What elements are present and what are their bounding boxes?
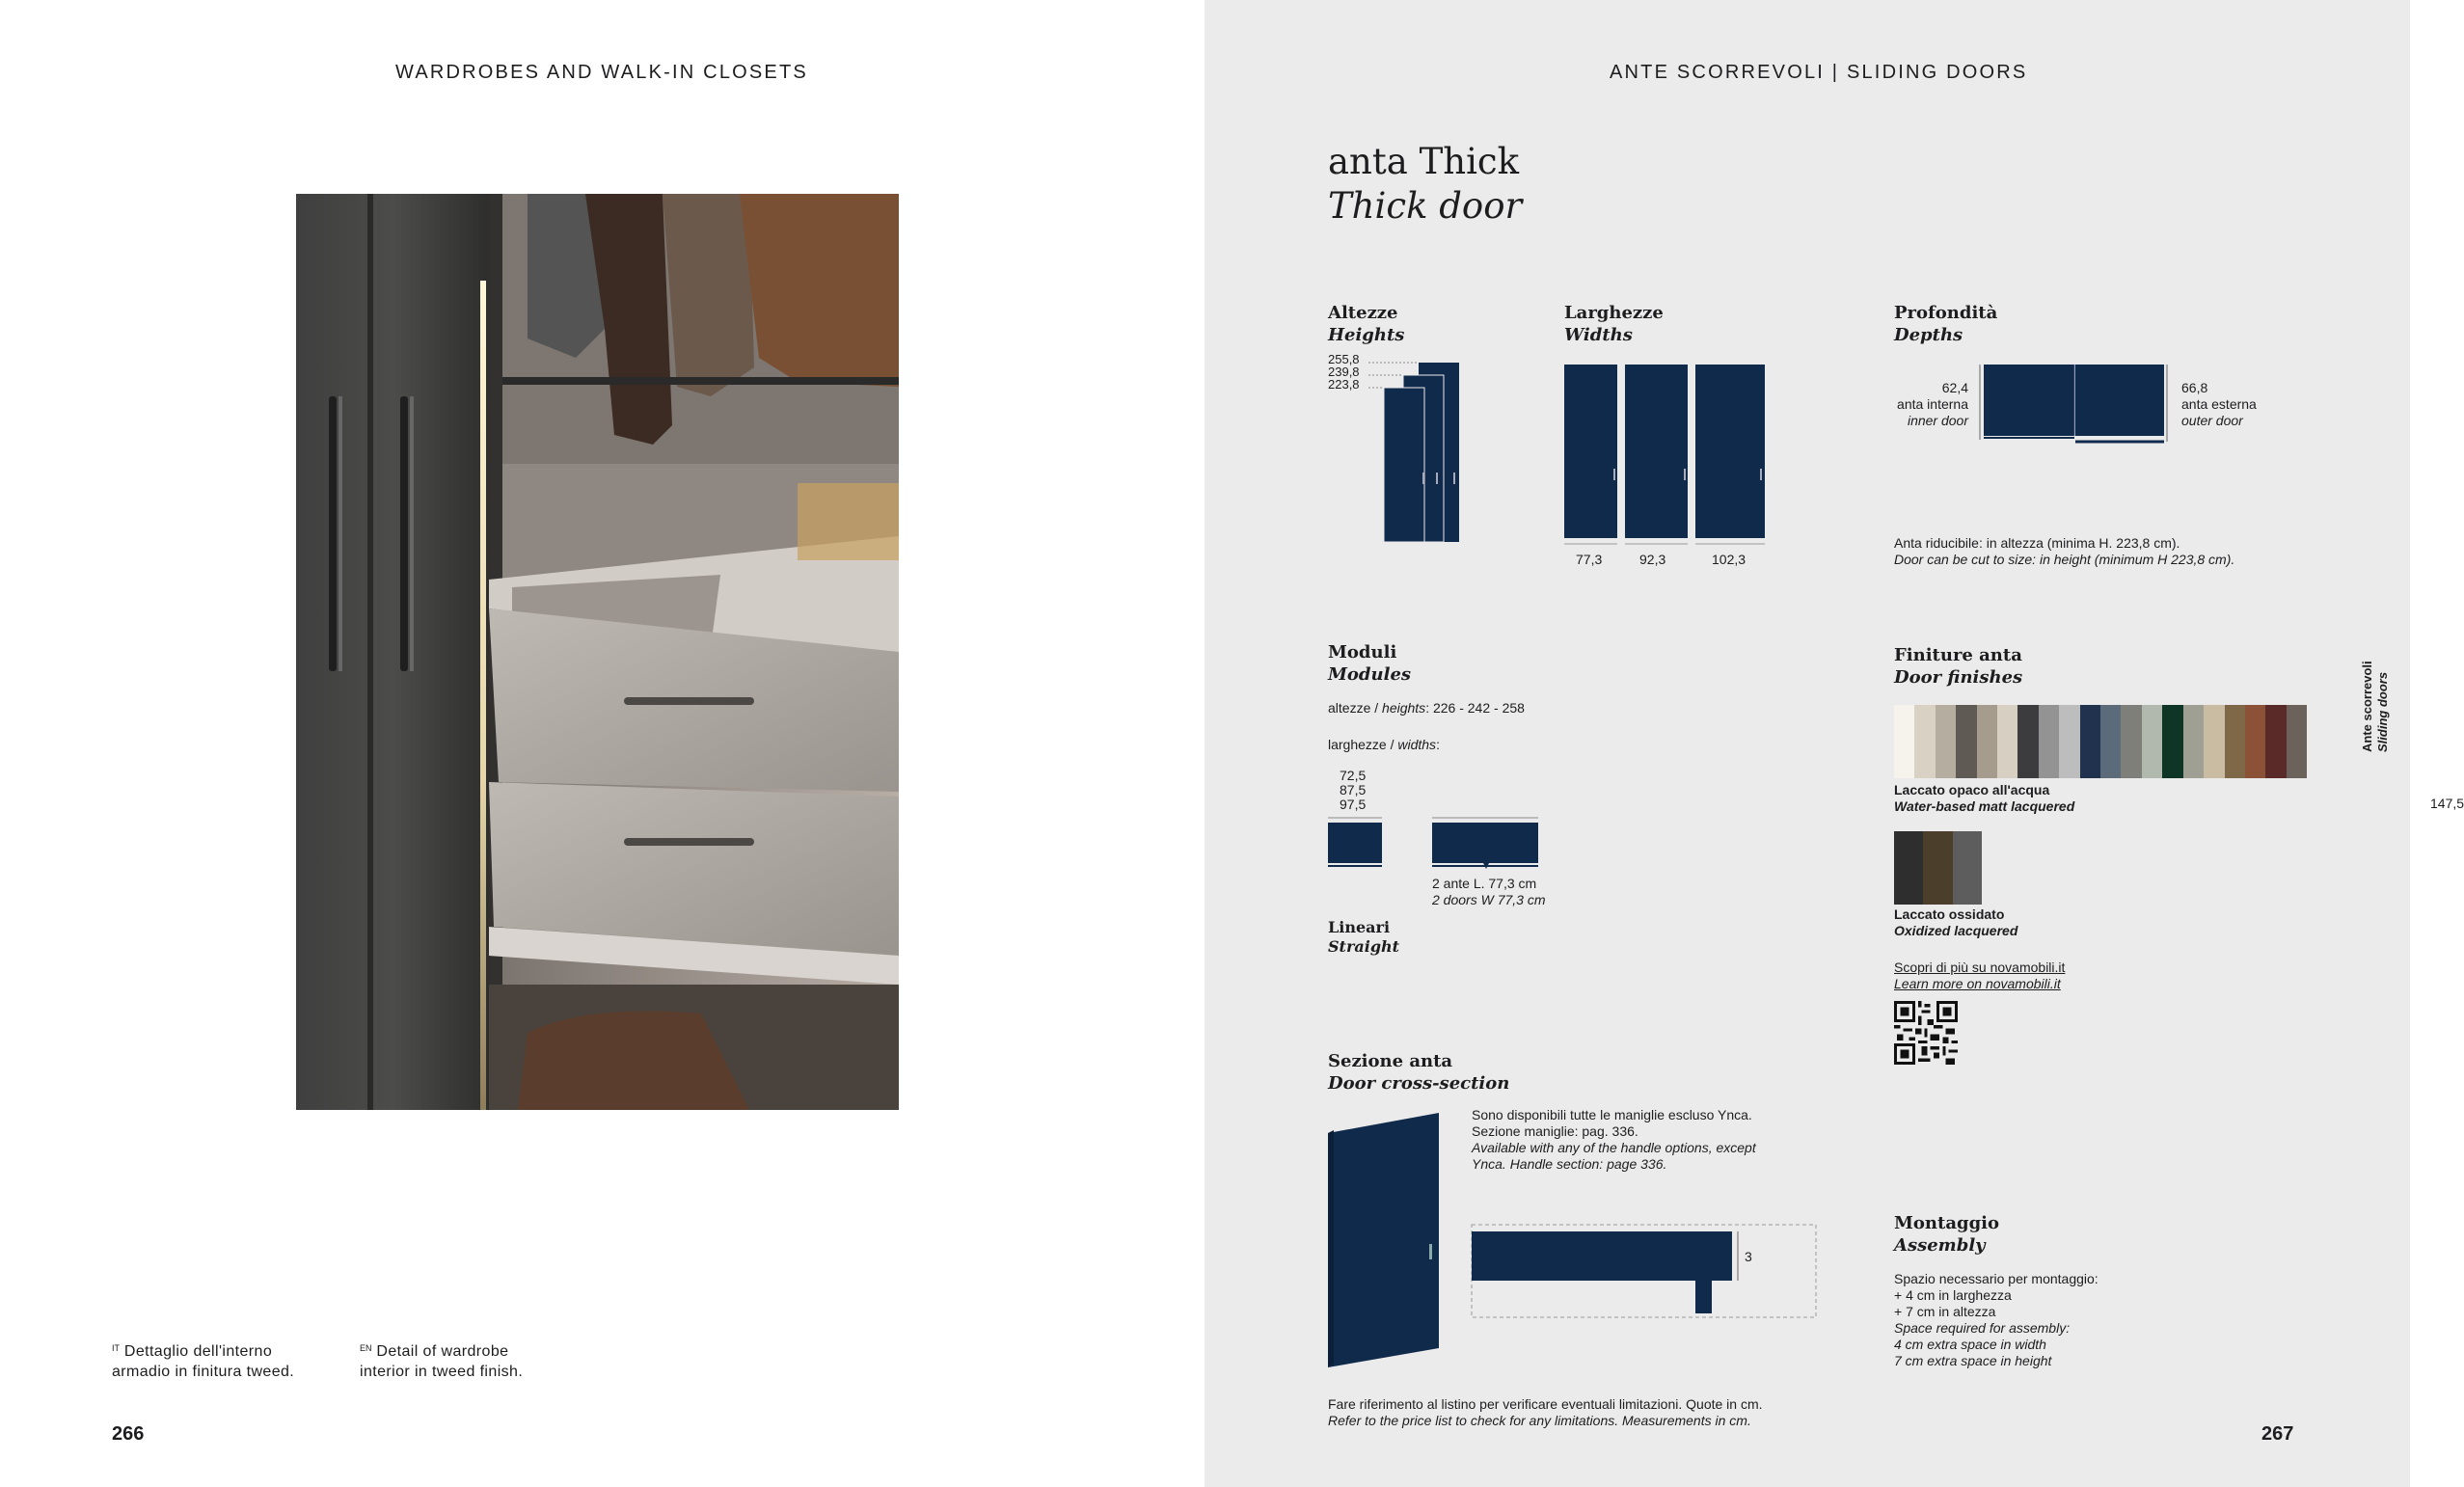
modules-widths-label-it: larghezze / xyxy=(1328,737,1398,752)
width-value-1: 77,3 xyxy=(1576,552,1603,567)
cross-section-diagram xyxy=(1471,1223,1820,1321)
modules-widths-label-en: widths xyxy=(1397,737,1437,752)
width-value-3: 102,3 xyxy=(1712,552,1746,567)
assembly-section xyxy=(1894,1212,1999,1257)
matt-finish-en: Water-based matt lacquered xyxy=(1894,798,2075,814)
footer-note-en: Refer to the price list to check for any limitations. Measurements in cm. xyxy=(1328,1413,1751,1428)
modules-straight-en: Straight xyxy=(1328,937,1400,956)
assembly-text xyxy=(1894,1271,2098,1369)
depths-label-en: Depths xyxy=(1894,325,1963,345)
module-large-width: 147,5 xyxy=(2430,796,2464,811)
side-tab-it: Ante scorrevoli xyxy=(2360,661,2374,752)
modules-small-widths xyxy=(1340,769,1366,812)
height-values xyxy=(1328,353,1360,391)
caption-en-line-2: interior in tweed finish. xyxy=(360,1364,524,1380)
matt-swatch-12 xyxy=(2121,705,2141,778)
cross-section-label-en: Door cross-section xyxy=(1328,1073,1510,1094)
finishes-label-en: Door finishes xyxy=(1894,667,2023,688)
heights-label-it: Altezze xyxy=(1328,303,1398,323)
widths-label-it: Larghezze xyxy=(1564,303,1664,323)
matt-swatch-7 xyxy=(2017,705,2038,778)
cross-section-text-en-2: Ynca. Handle section: page 336. xyxy=(1472,1156,1667,1172)
cross-section-section xyxy=(1328,1050,1509,1095)
height-value-3: 223,8 xyxy=(1328,377,1360,392)
modules-straight-it: Lineari xyxy=(1328,918,1391,936)
cross-section-thickness: 3 xyxy=(1745,1249,1752,1264)
assembly-it-3: + 7 cm in altezza xyxy=(1894,1304,1996,1319)
depths-note-en: Door can be cut to size: in height (minimum H 223,8 cm). xyxy=(1894,552,2235,567)
depths-diagram xyxy=(1978,363,2171,445)
finishes-section xyxy=(1894,644,2022,689)
modules-widths-suffix: : xyxy=(1436,737,1440,752)
module-width-1: 72,5 xyxy=(1340,768,1367,783)
footer-note-it: Fare riferimento al listino per verificare eventuali limitazioni. Quote in cm. xyxy=(1328,1396,1763,1412)
heights-label-en: Heights xyxy=(1328,325,1405,345)
assembly-label-it: Montaggio xyxy=(1894,1213,2000,1233)
depth-inner xyxy=(1891,380,1968,429)
wardrobe-interior-photo xyxy=(296,194,899,1110)
widths-section xyxy=(1564,302,1664,346)
oxidized-finish-it: Laccato ossidato xyxy=(1894,906,2005,922)
matt-swatch-20 xyxy=(2287,705,2307,778)
caption-english xyxy=(360,1338,523,1382)
assembly-it-1: Spazio necessario per montaggio: xyxy=(1894,1271,2098,1286)
caption-it-line-2: armadio in finitura tweed. xyxy=(112,1364,295,1380)
depth-outer xyxy=(2181,380,2257,429)
module-large-note-en: 2 doors W 77,3 cm xyxy=(1432,892,1546,907)
modules-heights-label-en: heights xyxy=(1382,700,1426,716)
modules-straight xyxy=(1328,918,1399,957)
module-width-2: 87,5 xyxy=(1340,782,1367,798)
caption-it-tag: IT xyxy=(112,1343,120,1353)
height-value-2: 239,8 xyxy=(1328,365,1360,379)
height-value-1: 255,8 xyxy=(1328,352,1360,366)
cross-section-text-en-1: Available with any of the handle options, except xyxy=(1472,1140,1756,1155)
right-page-header: ANTE SCORREVOLI | SLIDING DOORS xyxy=(1610,62,2028,83)
depths-section xyxy=(1894,302,1997,346)
matt-swatch-10 xyxy=(2080,705,2100,778)
width-value-2: 92,3 xyxy=(1639,552,1666,567)
modules-section xyxy=(1328,641,1411,686)
depth-outer-value: 66,8 xyxy=(2181,380,2208,395)
oxidized-swatch-3 xyxy=(1953,831,1982,905)
qr-code-icon[interactable] xyxy=(1894,1001,1958,1065)
matt-swatch-9 xyxy=(2059,705,2079,778)
matt-swatch-11 xyxy=(2100,705,2121,778)
heights-diagram xyxy=(1368,357,1465,545)
depth-inner-value: 62,4 xyxy=(1941,380,1968,395)
finishes-label-it: Finiture anta xyxy=(1894,645,2022,665)
caption-en-tag: EN xyxy=(360,1343,372,1353)
cross-section-text-it-1: Sono disponibili tutte le maniglie escluso Ynca. xyxy=(1472,1107,1752,1122)
depths-label-it: Profondità xyxy=(1894,303,1998,323)
modules-heights xyxy=(1328,700,1525,716)
side-tab xyxy=(2360,661,2391,752)
modules-widths xyxy=(1328,737,1440,753)
matt-swatch-18 xyxy=(2245,705,2265,778)
matt-swatch-6 xyxy=(1997,705,2017,778)
footer-note xyxy=(1328,1396,1763,1429)
matt-swatch-5 xyxy=(1977,705,1997,778)
matt-swatch-2 xyxy=(1914,705,1935,778)
depth-outer-en: outer door xyxy=(2181,413,2243,428)
assembly-label-en: Assembly xyxy=(1894,1235,1986,1256)
modules-heights-label-it: altezze / xyxy=(1328,700,1383,716)
module-single-diagram xyxy=(1328,816,1386,870)
matt-finish-label xyxy=(1894,782,2074,815)
matt-swatch-16 xyxy=(2204,705,2224,778)
heights-section xyxy=(1328,302,1404,346)
oxidized-finish-label xyxy=(1894,906,2017,939)
matt-swatch-8 xyxy=(2039,705,2059,778)
oxidized-swatch-1 xyxy=(1894,831,1923,905)
module-large-note xyxy=(1432,876,1546,908)
left-page-header: WARDROBES AND WALK-IN CLOSETS xyxy=(395,62,808,83)
right-page xyxy=(1205,0,2464,1487)
widths-diagram xyxy=(1564,363,1772,546)
oxidized-finish-swatches xyxy=(1894,831,1982,905)
cross-section-label-it: Sezione anta xyxy=(1328,1051,1453,1071)
matt-swatch-13 xyxy=(2142,705,2162,778)
learn-more-link-it[interactable]: Scopri di più su novamobili.it xyxy=(1894,960,2066,975)
cross-section-text xyxy=(1472,1107,1756,1173)
caption-en-line-1: Detail of wardrobe xyxy=(376,1343,509,1360)
depth-outer-it: anta esterna xyxy=(2181,396,2257,412)
depth-inner-it: anta interna xyxy=(1897,396,1968,412)
modules-heights-values: : 226 - 242 - 258 xyxy=(1425,700,1525,716)
matt-swatch-3 xyxy=(1936,705,1956,778)
oxidized-finish-en: Oxidized lacquered xyxy=(1894,923,2018,938)
assembly-en-2: 4 cm extra space in width xyxy=(1894,1337,2046,1352)
matt-swatch-17 xyxy=(2225,705,2245,778)
oxidized-swatch-2 xyxy=(1923,831,1952,905)
widths-label-en: Widths xyxy=(1564,325,1633,345)
assembly-en-3: 7 cm extra space in height xyxy=(1894,1353,2052,1368)
caption-it-line-1: Dettaglio dell'interno xyxy=(123,1343,273,1360)
door-perspective-diagram xyxy=(1328,1109,1444,1369)
assembly-it-2: + 4 cm in larghezza xyxy=(1894,1287,2012,1303)
matt-finish-it: Laccato opaco all'acqua xyxy=(1894,782,2050,798)
left-page-number: 266 xyxy=(112,1423,145,1445)
assembly-en-1: Space required for assembly: xyxy=(1894,1320,2071,1336)
matt-finish-swatches xyxy=(1894,705,2307,778)
cross-section-text-it-2: Sezione maniglie: pag. 336. xyxy=(1472,1123,1638,1139)
right-page-number: 267 xyxy=(2261,1423,2294,1445)
novamobili-links xyxy=(1894,960,2065,992)
matt-swatch-19 xyxy=(2265,705,2286,778)
caption-italian xyxy=(112,1338,294,1382)
modules-label-en: Modules xyxy=(1328,664,1412,685)
module-large-note-it: 2 ante L. 77,3 cm xyxy=(1432,876,1537,891)
matt-swatch-4 xyxy=(1956,705,1976,778)
modules-label-it: Moduli xyxy=(1328,642,1397,662)
depth-inner-en: inner door xyxy=(1907,413,1968,428)
module-width-3: 97,5 xyxy=(1340,797,1367,812)
left-page xyxy=(0,0,1205,1487)
matt-swatch-1 xyxy=(1894,705,1914,778)
product-title-it: anta Thick xyxy=(1328,141,1520,182)
matt-swatch-15 xyxy=(2183,705,2204,778)
side-tab-en: Sliding doors xyxy=(2375,671,2390,752)
learn-more-link-en[interactable]: Learn more on novamobili.it xyxy=(1894,976,2061,991)
matt-swatch-14 xyxy=(2162,705,2182,778)
depths-note-it: Anta riducibile: in altezza (minima H. 223,8 cm). xyxy=(1894,535,2180,551)
depths-note xyxy=(1894,535,2234,568)
product-title-en: Thick door xyxy=(1328,185,1523,227)
module-double-diagram xyxy=(1432,816,1540,870)
